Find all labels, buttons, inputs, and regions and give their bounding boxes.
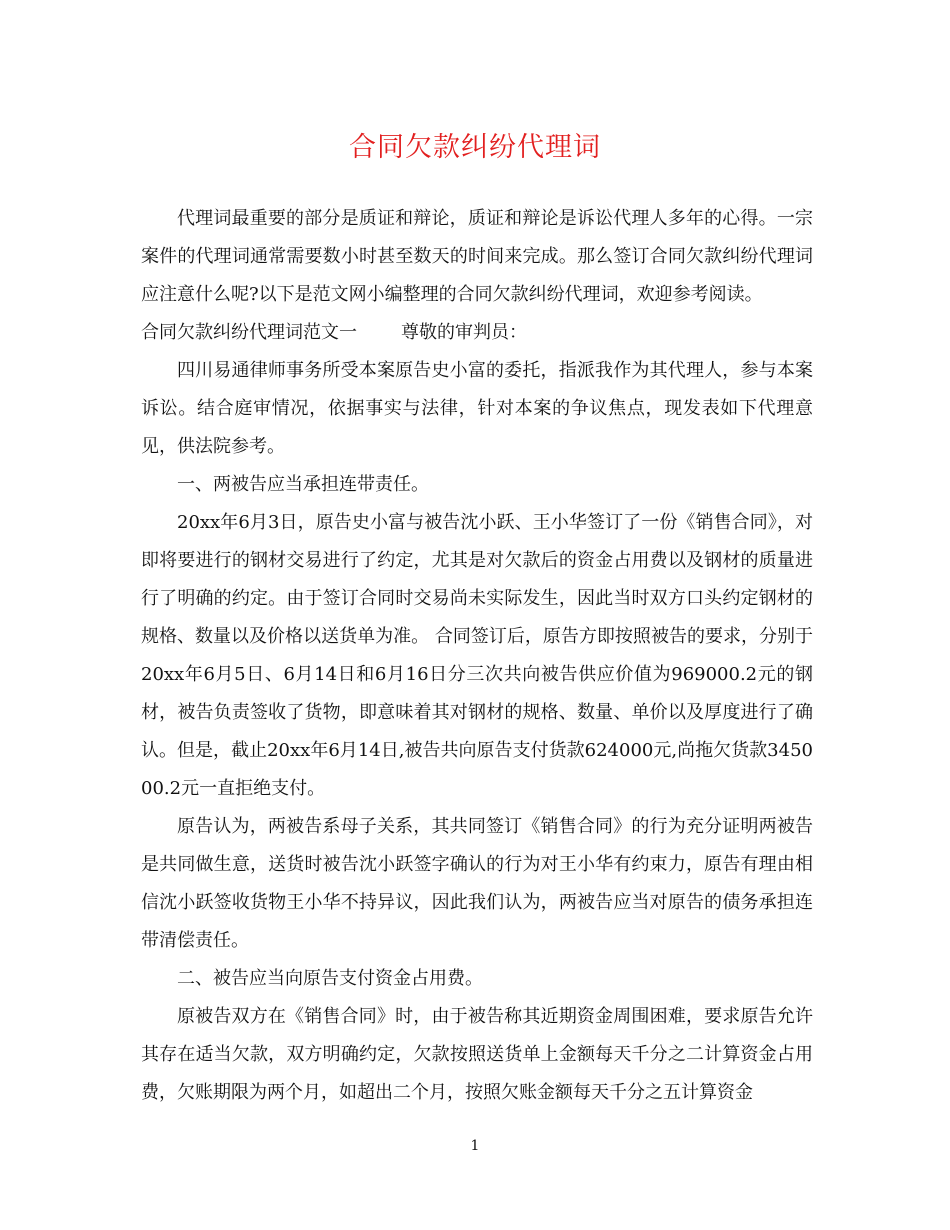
paragraph-facts: 20xx年6月3日，原告史小富与被告沈小跃、王小华签订了一份《销售合同》，对即将要进行的钢材交易进行了约定，尤其是对欠款后的资金占用费以及钢材的质量进行了明确的约定。由于签订合同时交易尚未实际发生，因此当时双方口头约定钢材的规格、数量以及价格以送货单为准。 合同签订后，原告方即按照被告的要求，分别于20xx年6月5日、6月14日和6月16日分三次共向被告供应价值为969000.2元的钢材，被告负责签收了货物，即意味着其对钢材的规格、数量、单价以及厚度进行了确认。但是，截止20xx年6月14日,被告共向原告支付货款624000元,尚拖欠货款345000.2元一直拒绝支付。 [141,512,813,799]
paragraph-plaintiff-view: 原告认为，两被告系母子关系，其共同签订《销售合同》的行为充分证明两被告是共同做生意，送货时被告沈小跃签字确认的行为对王小华有约束力，原告有理由相信沈小跃签收货物王小华不持异议，因此我们认为，两被告应当对原告的债务承担连带清偿责任。 [141,816,813,951]
section-heading-capital-fee: 二、被告应当向原告支付资金占用费。 [177,968,483,989]
page-number: 1 [470,1138,480,1154]
paragraph-agreement: 原被告双方在《销售合同》时，由于被告称其近期资金周围困难，要求原告允许其存在适当欠款，双方明确约定，欠款按照送货单上金额每天千分之二计算资金占用费，欠账期限为两个月，如超出二个月，按照欠账金额每天千分之五计算资金 [141,1006,813,1103]
sample-heading: 合同欠款纠纷代理词范文一 [141,322,357,343]
document-title: 合同欠款纠纷代理词 [349,132,601,163]
document-body [141,200,813,1112]
paragraph-commission: 四川易通律师事务所受本案原告史小富的委托，指派我作为其代理人，参与本案诉讼。结合庭审情况，依据事实与法律，针对本案的争议焦点，现发表如下代理意见，供法院参考。 [141,360,813,457]
section-heading-joint-liability: 一、两被告应当承担连带责任。 [177,474,429,495]
salutation: 尊敬的审判员： [401,322,527,343]
sample-heading-line [141,314,813,352]
intro-paragraph: 代理词最重要的部分是质证和辩论，质证和辩论是诉讼代理人多年的心得。一宗案件的代理词通常需要数小时甚至数天的时间来完成。那么签订合同欠款纠纷代理词应注意什么呢?以下是范文网小编整理的合同欠款纠纷代理词，欢迎参考阅读。 [141,208,813,305]
